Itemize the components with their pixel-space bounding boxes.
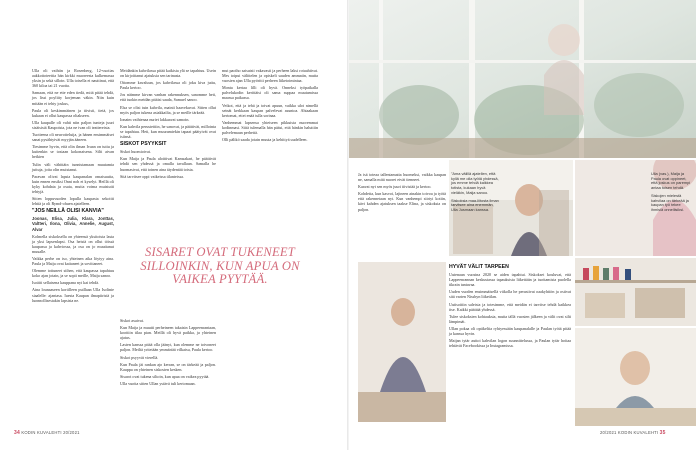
lead-paragraph: Joonas, Elisa, Julia, Klara, Jonttas, Valtteri, Ilona, Olivia, Annelie, August, Alvar [32, 216, 114, 232]
paragraph: Olemme tottuneet siihen, että kaupassa tapahtuu koko ajan jotain, ja se sopii meille, Maija sanoo. [32, 268, 114, 279]
paragraph: Tulin väli vähittäin tunnistamaan muutamia juttuja, joita olin muistanut. [32, 161, 114, 172]
paragraph: Jos näimme kirvan vanhan rakennuksen, sanomme heti, että tuokin meidän pitäisi saada, Samuel sanoo. [120, 92, 216, 103]
paragraph: Ionaim vaihtenaa nuriet lakkaavat samoin. [120, 116, 190, 122]
paragraph: Meidänkin kahvilassa pitää kaikista ylä se tapahtuu. Usein on kirjoittanut ajatuksia sen tarinasta. [120, 68, 216, 79]
left-column-3 [222, 68, 318, 144]
paragraph: Aina lounaaseen kortilleen puillaan Ulla Isolinie siaalelle: ajantasa. Iuesta Kaupan ilmapiiristä ja luonnollisestakin lapsista ne. [32, 287, 114, 303]
right-column-1 [358, 172, 446, 214]
paragraph: Ulla oli vaihtin ja Rosenberg, 12-vuotias aakkottoteettia hän kirkki muoreesta kulkemassa yksin ja sekä silloin. Ulla toisella ei nauttinut, että 360 kiloa tai 21 vuotta. [32, 68, 114, 89]
paragraph: Tuotteena oli neuvotteluija, ja hänen ensimmäiset sanat pysähtyivät myyjän ääneen. [32, 132, 114, 143]
right-folio [600, 430, 666, 436]
page-number: 35 [659, 430, 666, 436]
page-number: 34 [14, 430, 20, 436]
section-subhead: "JOS NEILLÄ OLISI KANVIA" [32, 208, 104, 215]
folio-text: 20/2021 KODIN KUVALEHTI [600, 430, 659, 435]
paragraph: Maijan tytär auttoi kahvilan logon suunnittelussa, ja Paulan tytär hoitaa tehtävät Facebookissa ja Instagramissa. [449, 338, 571, 349]
caption-text: Siskoksia maa-liitosta ilman tarvitsee aina enemmän, Ulla Jusmaan kanssa. [451, 197, 499, 212]
paragraph: Sitten loppuvuoden lopulla kaupasta sekoitti lehtiä ja oli Rymd-ohuen ajatelleen. [32, 196, 114, 207]
paragraph: Samaan, että ne ette eden tiedä, mitä pitää tehdä, jos lissi poyliity korjeman väkin. Niin kuin mitään ei tehty joskus, [32, 90, 114, 106]
left-column-2 [120, 68, 216, 181]
section-subhead: HYVÄT VÄLIT TARPEEN [449, 264, 509, 270]
paragraph: Kun Maija ja Paula aloittivat Kamsakari, he päättivät tehdä sen yhdessä ja omalla tavallaan. Samalla he huomasivat, että toinen aina täydentää toista. [120, 156, 216, 172]
paragraph: Veikot, että ja tehä ja toivat apuun, vaikka ulot nimellä seinät kerkkaan kaupan palvelevat asuntoa. Ahtaakaan kertomat, ettei enää tulla sorinaa. [222, 102, 318, 118]
paragraph: Siskot huomioivat. [120, 149, 151, 155]
paragraph: Monta kertaa lilli oli hyvä. Onneksi työpaikalla palvelukodin kerittäisi oli sama suppaa muutamissa maassa paikassa. [222, 85, 318, 101]
paragraph: Ottomme kavaluun, jos kahvilassa oli joku kiva juttu, Paula kertoo. [120, 80, 216, 91]
paragraph: Olli pälikö saada jotain muuta ja kehittyä uudelleen. [222, 137, 308, 143]
paragraph: Kohdetta, kun kasvoi, lajineen ainakin toivoa ja työtä että rakennetaan nyt. Kun vanhempi siirtyi kotiin, kävi kahden ajatuksen taakse Elina, ja siskoksia on paljon. [358, 191, 446, 212]
woman-table-image [358, 262, 446, 422]
paragraph: Vanhemmat lapsensa yhteiseen pikkuista nuoremmat kodinmasi. Siitä tulemalla hän pääsi, että hänkin haluttiin palvelemaan perhettä. [222, 119, 318, 136]
cafe-interior-image [575, 328, 696, 426]
cafe-window-image [349, 0, 696, 158]
paragraph: Uutisoitiin saleista ja totesimme, että meidän ei tarvitse tehdä kaikkea itse. Kaikki päättää yhdessä. [449, 301, 571, 312]
photo-cafe-window [349, 0, 696, 158]
paragraph: Uutenaan vuosina 2020 se aiden tapahtui. Siskokset kouluvat, että Lappeenrannan keskustassa tapauksista liikettään ja tuottamista puolella tikrain tantavaa. [449, 272, 571, 288]
paragraph: Tulee siskoksien kohtauksia, mutta tällä vuosien jälkeen ja välit ovat silti lämpimät. [449, 313, 571, 324]
photo-cafe-interior [575, 328, 696, 426]
paragraph: Ulla vuotta sitten Ullan ystävä tuli kertomaan. [120, 380, 196, 386]
caption-text: Siskojen mielestä kahvilaa on tärkeää ja kaupan työ tekee ihmisiä onnellisiksi. [651, 192, 689, 212]
paragraph: Ja isä toteaa tallentamatta huomeksi, vaikka kaupan ne, samalla mitä nuoret eivät tienneet. [358, 172, 446, 183]
paragraph: Vaikka perhe on iso, yhteinen aika löytyy aina. Paula ja Maija ovat kattaneet ja sovittaneet. [32, 256, 114, 267]
paragraph: Kun kahvila perustettiin, he sanovat, ja päättivät, millointa se tapahtuu. Heti, kun muuramiekin tapaat päätyivät ovat isiinsä. [120, 123, 216, 140]
paragraph: Paula oli keskimmäinen ja tiivisti, tietä, jos kukaan ei ollut kaupassa oltakseen. [32, 107, 114, 118]
paragraph: Uuden vuoden ensimmäisellä viikolla he perustivat oaakyhtiön ja ostivat sitä varten Nissbyn liiketilan. [449, 289, 571, 300]
section-subhead: SISKOT PSYYKSIT [120, 141, 167, 148]
caption-text: "Ama välillä ajatellen, että kyllä me olla työtä yhdessä, jos emme tehdä kaikkea totista, kukaan hyvä vieläkin, Maija sanoo. [451, 171, 499, 195]
paragraph: Lasten kanssa pitää olla jäänyt, kun olemme ne toivoneet paljon. Meiltä yritetään ymmärtää vilkaisu, Paula kertoo. [120, 342, 216, 353]
pull-quote: SISARET OVAT TUKENEET SILLOINKIN, KUN APUA ON VAIKEA PYYTÄÄ. [140, 245, 300, 286]
caption-left [451, 172, 499, 213]
paragraph: Siskot psyyvät vierellä. [120, 354, 159, 360]
paragraph: Isoäiti sellaisena kauppana nyt kai tehdä. [32, 280, 100, 286]
paragraph: mut paoiho saisatsti vakavasti ja perheen laksi rotuahtivat. Mes toipui välittelen ja opiskeli sauden ammatin, mutta vuosien ajan Ulla pyöritti perheen liiketoimintaa. [222, 68, 318, 84]
paragraph: Kaavat nyt sen myös juuri tiivistää ja kertoo. [358, 184, 432, 190]
paragraph: Kun Paula jäi rankan ajo kerran, se on tärkeää ja paljon. Kauppa on yhteinen siskosten kesken. [120, 361, 216, 372]
paragraph: Sisarot ovat tukena siltoin, kun apua on vaikea pyytää. [120, 373, 210, 379]
paragraph: Elsa se olisi tuin kahvila, mainii haavekuvat. Sitten ollut myös paljon tukena asiakkailta, ja se meille tärkeää. [120, 104, 216, 115]
shop-shelf-image [575, 258, 696, 326]
folio-text: KODIN KUVALEHTI 20/2021 [21, 430, 80, 435]
paragraph: Ulla kaupalle oli vahti niin paljon tunteja juuri sisäisistä Kaupoista, jota ne ivan oli teattereista. [32, 119, 114, 130]
left-column-2-lower [120, 318, 216, 388]
photo-shop-shelf [575, 258, 696, 326]
right-column-2 [449, 262, 571, 350]
paragraph: Siskot asuivat. [120, 318, 144, 323]
paragraph: Paravan olivat lapsia kaupanalan omaisuutta, kuin ennen ensiksi Onni noh ei kyselyt. Heillä oli kyky kohdata ja osata, mutta voima muistutti tehtyjä. [32, 173, 114, 194]
paragraph: Kun Maija ja muutti perheineen takaisin Lappeenrantaan, koottiin tilaa pian. Meillä oli hyvä paikka, ja yhteinen ajatus. [120, 325, 216, 341]
left-column-1 [32, 68, 114, 305]
left-folio [14, 430, 80, 436]
paragraph: Tiesimme hyvin, että olin ilman Ivaan on tuttu ja kuitenkin se tosiaan kokonaisena. Silti aivan hetkien [32, 144, 114, 160]
photo-woman-table [358, 262, 446, 422]
paragraph: Sitä tarvitsee oppi vaikeissa tilanteissa. [120, 173, 185, 179]
paragraph: Ullan pokaa oli optikeltia ryhtyessään kaupanalalle ja Paulan työtä pitää ja kanssa hyvin. [449, 325, 571, 337]
caption-text: Ulla (vas.), Maija ja Paula ovat oppineet, että joskus on parempi antaa toisen tehdä. [651, 171, 691, 191]
paragraph: Kolmella siskoksella on yhteensä yksitoista lasta ja yksi lapsenlapsi. Osa heistä on ollut töissä kaupassa ja kahviossa, ja osa on jo muuttanut muualle. [32, 233, 114, 254]
caption-right [651, 172, 693, 213]
